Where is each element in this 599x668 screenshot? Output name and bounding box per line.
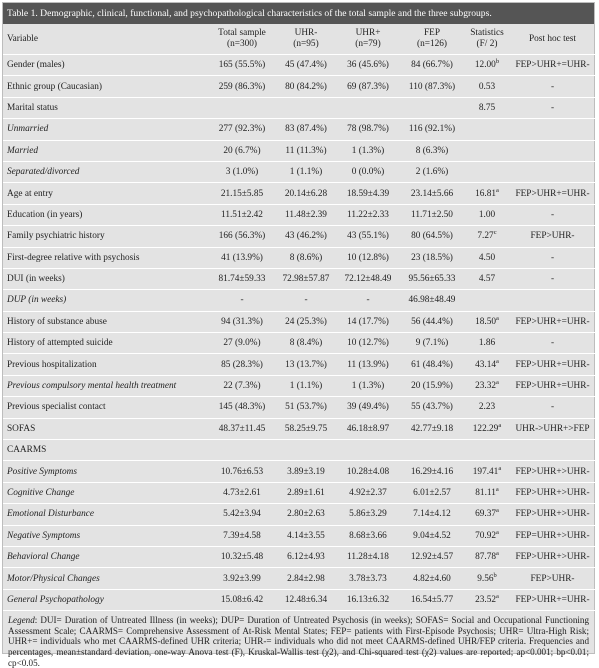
- row-label: First-degree relative with psychosis: [3, 247, 209, 268]
- cell-uhr-minus: 1 (1.1%): [275, 161, 337, 182]
- table-row: [3, 482, 596, 503]
- cell-total: 7.39±4.58: [209, 525, 275, 546]
- row-label: Education (in years): [3, 204, 209, 225]
- cell-uhr-plus: 1 (1.3%): [337, 375, 399, 396]
- significance-marker: a: [498, 421, 502, 429]
- cell-uhr-minus: 43 (46.2%): [275, 226, 337, 247]
- row-label: General Psychopathology: [3, 589, 209, 610]
- cell-post-hoc: FEP=UHR+>UHR-: [509, 525, 596, 546]
- table-row: [3, 568, 596, 589]
- legend-text: : DUI= Duration of Untreated Illness (in weeks); DUP= Duration of Untreated Psychosis (in weeks); SOFAS= Social and Occupational Functioning Assessment Scale; CAARMS= Comprehensive Assessment of At-Risk Mental States; FEP= patients with First-Episode Psychosis; UHR= Ultra-High Risk; UHR+= individuals who met CAARMS-defined UHR criteria; UHR-= individuals who did not meet CAARMS-defined UHR/FEP criteria. Frequencies and percentages, mean±standard deviation, one-way Anova test (F), Kruskal-Wallis test (χ2), and Chi-squared test (χ2) values are reported; ap<0.001; bp<0.01; cp<0.05.: [8, 615, 589, 668]
- cell-post-hoc: FEP>UHR+=UHR-: [509, 55, 596, 76]
- cell-fep: 20 (15.9%): [399, 375, 465, 396]
- row-label: Negative Symptoms: [3, 525, 209, 546]
- column-header-uhr-minus: UHR- (n=95): [275, 24, 337, 55]
- cell-fep: 46.98±48.49: [399, 290, 465, 311]
- significance-marker: a: [495, 485, 499, 493]
- table-row: [3, 589, 596, 610]
- table-row: [3, 311, 596, 332]
- cell-statistics: 4.57: [465, 268, 509, 289]
- cell-fep: 7.14±4.12: [399, 504, 465, 525]
- row-label: Previous compulsory mental health treatment: [3, 375, 209, 396]
- table-row: [3, 375, 596, 396]
- cell-post-hoc: FEP>UHR+=UHR-: [509, 183, 596, 204]
- row-label: Behavioral Change: [3, 546, 209, 567]
- cell-uhr-minus: 24 (25.3%): [275, 311, 337, 332]
- cell-fep: 6.01±2.57: [399, 482, 465, 503]
- cell-uhr-plus: 8.68±3.66: [337, 525, 399, 546]
- cell-post-hoc: FEP>UHR+=UHR-: [509, 311, 596, 332]
- cell-uhr-plus: 78 (98.7%): [337, 119, 399, 140]
- significance-marker: a: [496, 507, 499, 515]
- cell-uhr-plus: 11.22±2.33: [337, 204, 399, 225]
- cell-total: 11.51±2.42: [209, 204, 275, 225]
- cell-uhr-minus: [275, 97, 337, 118]
- cell-fep: 2 (1.6%): [399, 161, 465, 182]
- cell-total: 22 (7.3%): [209, 375, 275, 396]
- cell-fep: 116 (92.1%): [399, 119, 465, 140]
- column-header-variable: Variable: [3, 24, 209, 55]
- cell-post-hoc: -: [509, 76, 596, 97]
- cell-uhr-minus: 72.98±57.87: [275, 268, 337, 289]
- significance-marker: a: [496, 314, 499, 322]
- table-row: [3, 290, 596, 311]
- table-caption: Table 1. Demographic, clinical, functional, and psychopathological characteristics of the total sample and the three subgroups.: [3, 3, 594, 24]
- cell-uhr-minus: 8 (8.4%): [275, 333, 337, 354]
- cell-post-hoc: -: [509, 268, 596, 289]
- cell-fep: 9 (7.1%): [399, 333, 465, 354]
- cell-total: 10.76±6.53: [209, 461, 275, 482]
- cell-fep: 95.56±65.33: [399, 268, 465, 289]
- cell-uhr-minus: 4.14±3.55: [275, 525, 337, 546]
- cell-fep: 55 (43.7%): [399, 397, 465, 418]
- cell-statistics: 69.37$^a$: [465, 504, 509, 525]
- cell-post-hoc: [509, 161, 596, 182]
- table-row: [3, 354, 596, 375]
- cell-statistics: [465, 161, 509, 182]
- cell-statistics: 16.81$^a$: [465, 183, 509, 204]
- row-label: SOFAS: [3, 418, 209, 439]
- row-label: Separated/divorced: [3, 161, 209, 182]
- cell-fep: 84 (66.7%): [399, 55, 465, 76]
- row-label: Previous hospitalization: [3, 354, 209, 375]
- table-row: [3, 183, 596, 204]
- cell-uhr-plus: 10 (12.8%): [337, 247, 399, 268]
- table-row: [3, 55, 596, 76]
- significance-marker: a: [498, 464, 502, 472]
- row-label: History of attempted suicide: [3, 333, 209, 354]
- cell-uhr-plus: 39 (49.4%): [337, 397, 399, 418]
- table-row: [3, 76, 596, 97]
- table-row: [3, 204, 596, 225]
- cell-fep: 8 (6.3%): [399, 140, 465, 161]
- cell-statistics: 8.75: [465, 97, 509, 118]
- column-header-uhr-plus: UHR+ (n=79): [337, 24, 399, 55]
- cell-total: 27 (9.0%): [209, 333, 275, 354]
- cell-post-hoc: -: [509, 397, 596, 418]
- row-label: History of substance abuse: [3, 311, 209, 332]
- cell-statistics: 4.50: [465, 247, 509, 268]
- cell-post-hoc: FEP>UHR+>UHR-: [509, 546, 596, 567]
- cell-fep: 56 (44.4%): [399, 311, 465, 332]
- cell-total: 3 (1.0%): [209, 161, 275, 182]
- cell-uhr-plus: [337, 440, 399, 461]
- cell-statistics: 2.23: [465, 397, 509, 418]
- cell-statistics: [465, 290, 509, 311]
- cell-uhr-minus: 8 (8.6%): [275, 247, 337, 268]
- cell-uhr-plus: 72.12±48.49: [337, 268, 399, 289]
- cell-fep: 16.29±4.16: [399, 461, 465, 482]
- cell-uhr-minus: 11.48±2.39: [275, 204, 337, 225]
- cell-uhr-plus: -: [337, 290, 399, 311]
- row-label: Family psychiatric history: [3, 226, 209, 247]
- cell-post-hoc: FEP>UHR+=UHR-: [509, 354, 596, 375]
- cell-total: 277 (92.3%): [209, 119, 275, 140]
- cell-uhr-minus: 2.80±2.63: [275, 504, 337, 525]
- cell-total: 5.42±3.94: [209, 504, 275, 525]
- row-label: DUP (in weeks): [3, 290, 209, 311]
- row-label: Gender (males): [3, 55, 209, 76]
- cell-fep: 16.54±5.77: [399, 589, 465, 610]
- cell-fep: 4.82±4.60: [399, 568, 465, 589]
- column-header-fep: FEP (n=126): [399, 24, 465, 55]
- cell-total: 165 (55.5%): [209, 55, 275, 76]
- cell-fep: 80 (64.5%): [399, 226, 465, 247]
- significance-marker: a: [496, 528, 499, 536]
- table-row: [3, 247, 596, 268]
- cell-uhr-minus: 3.89±3.19: [275, 461, 337, 482]
- cell-fep: 23.14±5.66: [399, 183, 465, 204]
- cell-uhr-plus: 14 (17.7%): [337, 311, 399, 332]
- cell-total: 3.92±3.99: [209, 568, 275, 589]
- cell-post-hoc: -: [509, 247, 596, 268]
- table-body: [3, 55, 596, 611]
- cell-uhr-plus: 18.59±4.39: [337, 183, 399, 204]
- significance-marker: a: [496, 550, 499, 558]
- table-row: [3, 440, 596, 461]
- table-row: [3, 119, 596, 140]
- row-label: CAARMS: [3, 440, 209, 461]
- cell-uhr-plus: 1 (1.3%): [337, 140, 399, 161]
- row-label: Previous specialist contact: [3, 397, 209, 418]
- cell-uhr-minus: 51 (53.7%): [275, 397, 337, 418]
- table-row: [3, 268, 596, 289]
- cell-uhr-minus: 58.25±9.75: [275, 418, 337, 439]
- cell-fep: 61 (48.4%): [399, 354, 465, 375]
- table-row: [3, 461, 596, 482]
- table-row: [3, 140, 596, 161]
- cell-total: 48.37±11.45: [209, 418, 275, 439]
- cell-total: 259 (86.3%): [209, 76, 275, 97]
- cell-uhr-plus: [337, 97, 399, 118]
- cell-uhr-minus: 20.14±6.28: [275, 183, 337, 204]
- cell-total: 166 (56.3%): [209, 226, 275, 247]
- cell-uhr-plus: 10.28±4.08: [337, 461, 399, 482]
- cell-statistics: 23.52$^a$: [465, 589, 509, 610]
- cell-fep: [399, 97, 465, 118]
- row-label: Married: [3, 140, 209, 161]
- cell-total: 145 (48.3%): [209, 397, 275, 418]
- cell-total: [209, 440, 275, 461]
- cell-statistics: 0.53: [465, 76, 509, 97]
- significance-marker: a: [496, 378, 499, 386]
- row-label: Emotional Disturbance: [3, 504, 209, 525]
- cell-statistics: 87.78$^a$: [465, 546, 509, 567]
- cell-post-hoc: -: [509, 204, 596, 225]
- cell-post-hoc: FEP>UHR-: [509, 568, 596, 589]
- cell-post-hoc: [509, 290, 596, 311]
- cell-statistics: [465, 140, 509, 161]
- cell-post-hoc: FEP>UHR-: [509, 226, 596, 247]
- cell-post-hoc: -: [509, 333, 596, 354]
- cell-total: 85 (28.3%): [209, 354, 275, 375]
- cell-total: 20 (6.7%): [209, 140, 275, 161]
- cell-post-hoc: FEP>UHR+>UHR-: [509, 461, 596, 482]
- cell-fep: [399, 440, 465, 461]
- cell-uhr-minus: 45 (47.4%): [275, 55, 337, 76]
- cell-total: 4.73±2.61: [209, 482, 275, 503]
- table-row: [3, 418, 596, 439]
- row-label: Ethnic group (Caucasian): [3, 76, 209, 97]
- cell-total: 81.74±59.33: [209, 268, 275, 289]
- cell-total: 94 (31.3%): [209, 311, 275, 332]
- cell-fep: 23 (18.5%): [399, 247, 465, 268]
- cell-statistics: 81.11$^a$: [465, 482, 509, 503]
- header-row: [3, 24, 596, 55]
- cell-uhr-minus: 2.89±1.61: [275, 482, 337, 503]
- significance-marker: a: [496, 592, 499, 600]
- cell-uhr-minus: 12.48±6.34: [275, 589, 337, 610]
- cell-post-hoc: [509, 119, 596, 140]
- cell-uhr-plus: 3.78±3.73: [337, 568, 399, 589]
- cell-uhr-plus: 43 (55.1%): [337, 226, 399, 247]
- cell-total: [209, 97, 275, 118]
- row-label: Age at entry: [3, 183, 209, 204]
- cell-uhr-plus: 69 (87.3%): [337, 76, 399, 97]
- row-label: Motor/Physical Changes: [3, 568, 209, 589]
- column-header-total: Total sample (n=300): [209, 24, 275, 55]
- cell-statistics: 1.00: [465, 204, 509, 225]
- cell-uhr-plus: 0 (0.0%): [337, 161, 399, 182]
- cell-uhr-plus: 16.13±6.32: [337, 589, 399, 610]
- cell-uhr-minus: 6.12±4.93: [275, 546, 337, 567]
- cell-uhr-minus: 11 (11.3%): [275, 140, 337, 161]
- cell-uhr-minus: 1 (1.1%): [275, 375, 337, 396]
- table-row: [3, 97, 596, 118]
- cell-uhr-minus: 2.84±2.98: [275, 568, 337, 589]
- data-table: [3, 24, 596, 611]
- column-header-statistics: Statistics (F/ 2): [465, 24, 509, 55]
- cell-statistics: 9.56$^b$: [465, 568, 509, 589]
- cell-uhr-minus: 13 (13.7%): [275, 354, 337, 375]
- significance-marker: a: [496, 357, 499, 365]
- cell-statistics: [465, 119, 509, 140]
- cell-statistics: 12.00$^b$: [465, 55, 509, 76]
- cell-total: 41 (13.9%): [209, 247, 275, 268]
- cell-uhr-minus: 83 (87.4%): [275, 119, 337, 140]
- table-row: [3, 161, 596, 182]
- row-label: Unmarried: [3, 119, 209, 140]
- cell-fep: 11.71±2.50: [399, 204, 465, 225]
- cell-post-hoc: [509, 440, 596, 461]
- table-row: [3, 546, 596, 567]
- cell-post-hoc: -: [509, 97, 596, 118]
- significance-marker: c: [493, 229, 497, 237]
- significance-marker: a: [496, 186, 499, 194]
- cell-statistics: 23.32$^a$: [465, 375, 509, 396]
- cell-post-hoc: UHR->UHR+>FEP: [509, 418, 596, 439]
- cell-fep: 12.92±4.57: [399, 546, 465, 567]
- cell-post-hoc: FEP>UHR+>UHR-: [509, 482, 596, 503]
- significance-marker: b: [495, 58, 500, 66]
- cell-statistics: 18.50$^a$: [465, 311, 509, 332]
- cell-total: 21.15±5.85: [209, 183, 275, 204]
- row-label: Cognitive Change: [3, 482, 209, 503]
- cell-statistics: 70.92$^a$: [465, 525, 509, 546]
- table-row: [3, 504, 596, 525]
- row-label: Positive Symptoms: [3, 461, 209, 482]
- cell-fep: 9.04±4.52: [399, 525, 465, 546]
- cell-uhr-minus: -: [275, 290, 337, 311]
- cell-uhr-minus: [275, 440, 337, 461]
- cell-total: 15.08±6.42: [209, 589, 275, 610]
- cell-statistics: 43.14$^a$: [465, 354, 509, 375]
- cell-fep: 110 (87.3%): [399, 76, 465, 97]
- table-legend: [3, 611, 594, 668]
- table-row: [3, 397, 596, 418]
- table-row: [3, 333, 596, 354]
- significance-marker: b: [493, 571, 497, 579]
- cell-uhr-plus: 46.18±8.97: [337, 418, 399, 439]
- cell-post-hoc: FEP>UHR+=UHR-: [509, 589, 596, 610]
- table-row: [3, 525, 596, 546]
- legend-label: Legend: [8, 615, 35, 626]
- cell-uhr-plus: 5.86±3.29: [337, 504, 399, 525]
- cell-fep: 42.77±9.18: [399, 418, 465, 439]
- cell-uhr-plus: 36 (45.6%): [337, 55, 399, 76]
- cell-uhr-plus: 10 (12.7%): [337, 333, 399, 354]
- row-label: Marital status: [3, 97, 209, 118]
- cell-total: -: [209, 290, 275, 311]
- cell-uhr-plus: 11 (13.9%): [337, 354, 399, 375]
- table-row: [3, 226, 596, 247]
- cell-uhr-plus: 4.92±2.37: [337, 482, 399, 503]
- row-label: DUI (in weeks): [3, 268, 209, 289]
- cell-statistics: 122.29$^a$: [465, 418, 509, 439]
- cell-post-hoc: FEP>UHR+>UHR-: [509, 504, 596, 525]
- cell-post-hoc: [509, 140, 596, 161]
- cell-uhr-minus: 80 (84.2%): [275, 76, 337, 97]
- column-header-post-hoc: Post hoc test: [509, 24, 596, 55]
- cell-statistics: 7.27$^c$: [465, 226, 509, 247]
- table-frame: [2, 2, 595, 668]
- cell-statistics: [465, 440, 509, 461]
- cell-total: 10.32±5.48: [209, 546, 275, 567]
- cell-statistics: 1.86: [465, 333, 509, 354]
- cell-post-hoc: FEP>UHR+=UHR-: [509, 375, 596, 396]
- cell-uhr-plus: 11.28±4.18: [337, 546, 399, 567]
- cell-statistics: 197.41$^a$: [465, 461, 509, 482]
